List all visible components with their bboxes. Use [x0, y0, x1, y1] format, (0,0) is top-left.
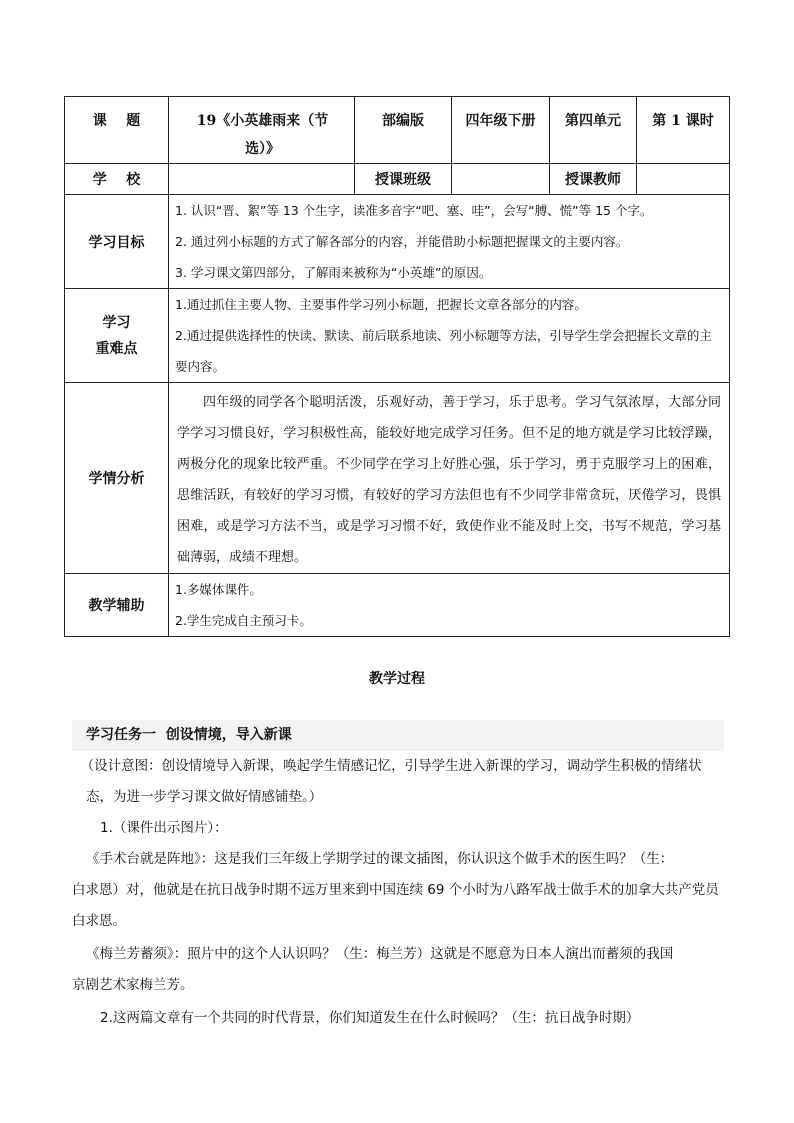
step1: 1.（课件出示图片）： [100, 820, 228, 836]
key-points-label [65, 289, 169, 383]
paragraph1-line2: 白求恩）对，他就是在抗日战争时期不远万里来到中国连续 69 个小时为八路军战士做手术的加拿大共产党员白求恩。 [72, 882, 719, 929]
analysis-row [65, 383, 730, 574]
goals-content [169, 195, 730, 289]
class-label: 授课班级 [355, 164, 452, 195]
key-points-label-line1: 学习 [102, 314, 131, 331]
task1-heading: 学习任务一 创设情境，导入新课 [72, 720, 724, 751]
teacher-label: 授课教师 [550, 164, 637, 195]
school-row [65, 164, 730, 195]
aids-label: 教学辅助 [65, 574, 169, 637]
aid-item: 1.多媒体课件。 [175, 582, 262, 597]
goals-label: 学习目标 [65, 195, 169, 289]
analysis-content [169, 383, 730, 574]
school-value [169, 164, 355, 195]
goals-row [65, 195, 730, 289]
publisher-value: 部编版 [382, 113, 424, 129]
key-point-item: 1.通过抓住主要人物、主要事件学习列小标题，把握长文章各部分的内容。 [175, 297, 587, 312]
goal-item: 3. 学习课文第四部分，了解雨来被称为“小英雄”的原因。 [175, 265, 492, 280]
period-value: 第 1 课时 [652, 113, 714, 129]
goal-item: 2. 通过列小标题的方式了解各部分的内容，并能借助小标题把握课文的主要内容。 [175, 234, 629, 249]
step2: 2.这两篇文章有一个共同的时代背景，你们知道发生在什么时候吗？（生：抗日战争时期） [100, 1010, 640, 1026]
process-title: 教学过程 [369, 671, 425, 687]
unit-value: 第四单元 [565, 113, 621, 129]
lesson-plan-table [64, 96, 730, 637]
key-points-row [65, 289, 730, 383]
class-value [452, 164, 550, 195]
paragraph2-line2: 京剧艺术家梅兰芳。 [72, 977, 194, 993]
header-row [65, 97, 730, 164]
key-points-label-line2: 重难点 [95, 340, 138, 357]
key-point-item: 2.通过提供选择性的快读、默读、前后联系地读、列小标题等方法，引导学生学会把握长文章的主要内容。 [175, 328, 712, 374]
topic-label: 课 题 [92, 113, 141, 129]
grade-value: 四年级下册 [465, 113, 536, 129]
key-points-content [169, 289, 730, 383]
aids-content [169, 574, 730, 637]
teacher-value [637, 164, 730, 195]
analysis-text: 四年级的同学各个聪明活泼，乐观好动，善于学习，乐于思考。学习气氛浓厚，大部分同学学习习惯良好，学习积极性高，能较好地完成学习任务。但不足的地方就是学习比较浮躁，两极分化的现象比较严重。不少同学在学习上好胜心强，乐于学习，勇于克服学习上的困难，思维活跃，有较好的学习习惯，有较好的学习方法但也有不少同学非常贪玩，厌倦学习，畏惧困难，或是学习方法不当，或是学习习惯不好，致使作业不能及时上交，书写不规范，学习基础薄弱，成绩不理想。 [177, 395, 721, 565]
aids-row [65, 574, 730, 637]
analysis-label: 学情分析 [65, 383, 169, 574]
paragraph1-line1: 《手术台就是阵地》：这是我们三年级上学期学过的课文插图，你认识这个做手术的医生吗？（生： [86, 851, 674, 867]
design-intent: （设计意图：创设情境导入新课，唤起学生情感记忆，引导学生进入新课的学习，调动学生积极的情绪状态，为进一步学习课文做好情感铺垫。） [80, 758, 702, 805]
school-label: 学 校 [65, 164, 169, 195]
process-body [72, 720, 724, 1034]
aid-item: 2.学生完成自主预习卡。 [175, 613, 312, 628]
lesson-title: 19《小英雄雨来（节选）》 [196, 113, 329, 157]
goal-item: 1. 认识“晋、絮”等 13 个生字，读准多音字“吧、塞、哇”，会写“膊、慌”等 15 个字。 [175, 203, 653, 218]
paragraph2-line1: 《梅兰芳蓄须》：照片中的这个人认识吗？（生：梅兰芳）这就是不愿意为日本人演出而蓄须的我国 [86, 946, 674, 962]
